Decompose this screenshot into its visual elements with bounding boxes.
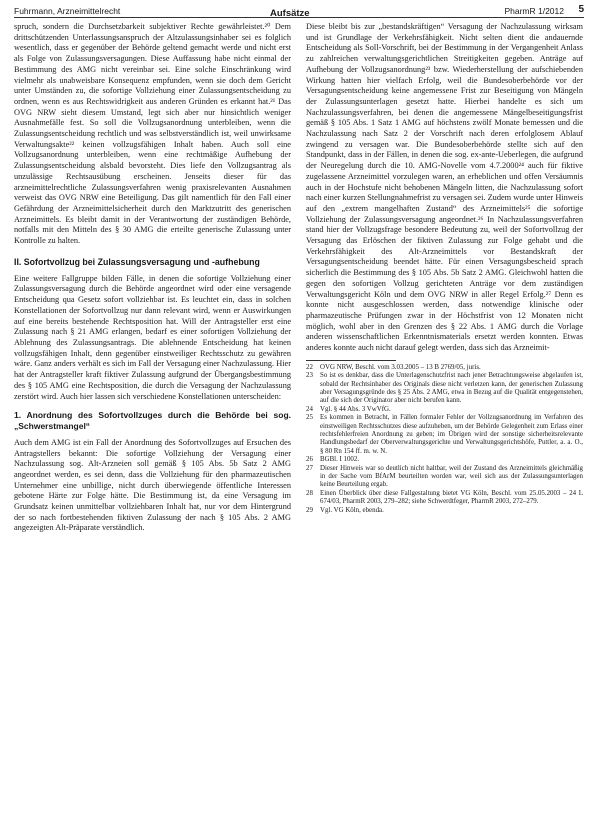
footnote-text: Einen Überblick über diese Fallgestaltung bietet VG Köln, Beschl. vom 25.05.2003 – 24 L 674/03, PharmR 2003, 279–282; siehe Schwerdtfeger, PharmR 2003, 272–279.: [320, 489, 583, 506]
footnote: [306, 465, 583, 490]
body-paragraph: Auch dem AMG ist ein Fall der Anordnung des Sofortvollzuges auf Ersuchen des Antragstellers bekannt: Die sofortige Vollziehung der Versagung einer Nachzulassung sog. Alt-Arzneien soll gemäß § 105 Abs. 5b Satz 2 AMG angeordnet werden, es sei denn, dass die Vollziehung für den pharmazeutischen Unternehmer eine unbillige, nicht durch überwiegende öffentliche Interessen gebotene Härte zur Folge hätte. Die Bestimmung ist, da eine Versagung im Grundsatz keinen unmittelbar vollziehbaren Inhalt hat, nur vor dem Hintergrund der so nach fortbestehenden fiktiven Zulassung der nach § 105 Abs. 2 AMG angezeigten Alt-Präparate verständlich.: [14, 437, 291, 533]
footnote-number: 25: [306, 414, 313, 422]
running-head-author: Fuhrmann, Arzneimittelrecht: [14, 6, 121, 16]
footnote-text: OVG NRW, Beschl. vom 3.03.2005 – 13 B 2769/05, juris.: [320, 363, 481, 371]
running-head-journal: PharmR 1/2012: [504, 6, 564, 16]
running-head-section: Aufsätze: [270, 8, 310, 19]
footnote: [306, 364, 583, 372]
footnote-number: 26: [306, 456, 313, 464]
footnote-divider: [306, 360, 396, 361]
footnote-number: 23: [306, 372, 313, 380]
footnote: [306, 456, 583, 464]
body-paragraph: spruch, sondern die Durchsetzbarkeit subjektiver Rechte gewährleistet.²⁰ Dem drittschützenden Unterlassungsanspruch der Altzulassungsinhaber sei es folglich wesentlich, dass er gegenüber der Behörde geltend gemacht werde und nicht erst als Folge von Zulassungsversagungen. Diese Auffassung habe nicht einmal der Bestimmung des AMG nicht vereinbar sei. Eine solche Einschränkung wird vielmehr als unabweisbare Konsequenz empfunden, wenn sie doch dem Gericht unter Umständen zu, die sofortige Vollziehung einer Zulassungsentscheidung zu ordnen, wenn es aus Rechtswidrigkeit aus anderen Gründen es erkannt hat.²¹ Das OVG NRW sieht diesem Umstand, legt sich aber nur hinsichtlich weniger Ausnahmefälle fest. So soll die Vollzugsanordnung unterbleiben, wenn die Zulassungsentscheidung rechtlich und was selbstverständlich ist, weil unwirksame Verwaltungsakte²² keinen vollzugsfähigen Inhalt haben. Auch soll eine Vollzugsanordnung unterbleiben, wenn eine rechtmäßige Aufhebung der Zulassungsentscheidung alsbald bevorsteht. Dies liefe den Vollzugsantrag als unzulässige Rechtsausübung erscheinen. Jenseits dieser für das arzneimittelrechtliche Zulassungsverfahren wenig praxisrelevanten Ausnahmen verweist das OVG NRW eine Beteiligung. Das gilt namentlich für den Fall einer Gefährdung der Arzneimittelsicherheit durch den Marktzutritt des generischen Arzneimittels. Es bleibt damit in der Verantwortung der zuständigen Behörde, notfalls mit den Mitteln des § 30 AMG die erteilte generische Zulassung unter Kontrolle zu halten.: [14, 22, 291, 246]
footnotes: [306, 364, 583, 515]
footnote-text: Es kommen in Betracht, in Fällen formaler Fehler der Vollzugsanordnung im Verfahren des einstweiligen Rechtsschutzes diese aufzuheben, um der Behörde Gelegenheit zum Erlass einer rechtsfehlerfreien Anordnung zu geben; im Übrigen wird der sonstige sicherheitsrelevante Handlungsbedarf der Oberverwaltungsgerichte und Verwaltungsgerichtshöfe, Puttler, a. a. O., § 80 Rn 154 ff. m. w. N.: [320, 414, 583, 455]
left-column: [14, 22, 291, 534]
footnote: [306, 406, 583, 414]
subsection-heading: 1. Anordnung des Sofortvollzuges durch die Behörde bei sog. „Schwerstmangel“: [14, 410, 291, 431]
footnote-text: So ist es denkbar, dass die Unterlagenschutzfrist nach jener Betrachtungsweise abgelaufen ist, sobald der Rechtsinhaber des Originals diese nicht verletzen kann, der generischen Zulassung aber Versagungsgründe des § 25 Abs. 2 AMG, etwa in Bezug auf die Qualität entgegenstehen, auf die sich der Originator aber nicht berufen kann.: [320, 372, 583, 405]
right-column: [306, 22, 583, 515]
footnote-text: Dieser Hinweis war so deutlich nicht haltbar, weil der Zustand des Arzneimittels gleichmäßig in der Sache vom BfArM beurteilten worden war, weil sich aus der Zulassungsunterlagen keine Beurteilung ergab.: [320, 464, 583, 489]
footnote: [306, 490, 583, 507]
page-number: 5: [578, 4, 584, 15]
footnote-number: 27: [306, 464, 313, 472]
header-rule: [14, 17, 584, 18]
footnote: [306, 414, 583, 456]
footnote-number: 24: [306, 405, 313, 413]
footnote-text: Vgl. VG Köln, ebenda.: [320, 506, 384, 514]
footnote: [306, 372, 583, 406]
page-header: [0, 0, 598, 20]
section-heading: II. Sofortvollzug bei Zulassungsversagung und -aufhebung: [14, 256, 260, 267]
footnote-number: 22: [306, 363, 313, 371]
body-paragraph: Diese bleibt bis zur „bestandskräftigen“ Versagung der Nachzulassung wirksam und ist Grundlage der Verkehrsfähigkeit. Nicht selten dient die andauernde Entscheidung als Soll-Vorschrift, bei der Bestimmung in der Vergangenheit Anlass zu zahlreichen verwaltungsgerichtlichen Streitigkeiten gegeben. Anträge auf Aufhebung der Vollzugsanordnung²³ bzw. Wiederherstellung der aufschiebenden Wirkung hatten hier vielfach Erfolg, weil die Bundesoberbehörde vor der Versagungsentscheidung keine angemessene Frist zur Beseitigung von Mängeln der Zulassungsunterlagen gesetzt hatte. Hierbei handelte es sich um Nachzulassungsverfahren, bei denen die angemessene Mängelbeseitigungsfrist gemäß § 105 Abs. 1 Satz 1 AMG auf höchstens zwölf Monate bemessen und die Nachzulassung nach Satz 2 der Vorschrift nach deren erfolglosem Ablauf zwingend zu versagen war. Die Bundesoberbehörde stellte sich auf den Standpunkt, dass in der Fällen, in denen die sog. ex-ante-Ueberlegen, die aufgrund der Neuregelung durch die 10. AMG-Novelle vom 4.7.2000²⁴ auch für fiktive zugelassene Arzneimittel vorzulegen waren, an erheblichen und offen Versäumnis auch in der Hochstufe nicht behobenen Mängeln litten, die Nachzulassung sofort nach einer kurzen Stellungnahmefrist zu versagen sei. Zudem wurde unter Hinweis auf den „extrem mangelhaften Zustand“ des Arzneimittels²⁵ die sofortige Vollziehung der Zulassungsversagung angeordnet.²⁶ In Nachzulassungsverfahren stand hier der Vollzugsfrage besondere Bedeutung zu, weil der Sofortvollzug der Versagung das Erlöschen der fiktiven Zulassung zur Folge gehabt und die Verkehrsfähigkeit des Alt-Arzneimittels vor Bestandskraft der Versagungsentscheidung beendet hätte. Für einen Versagungsbescheid sprach sicherlich die Bestimmung des § 105 Abs. 5b Satz 2 AMG. Gleichwohl hatten die gegen den sofortigen Vollzug gerichteten Anträge vor dem zuständigen Verwaltungsgericht Köln und dem OVG NRW in aller Regel Erfolg.²⁷ Denn es konnte nicht ausgeschlossen werden, dass notwendige klinische oder pharmazeutische Prüfungen zwar in der Höchstfrist von 12 Monaten nicht möglich, wohl aber in den Grenzen des § 22 Abs. 1 AMG durch die Vorlage anderen wissenschaftlichen Erkenntnismaterials ersetzt werden konnten. Etwas anderes konnte auch nicht darauf gelegt werden, dass sich das Arzneimit-: [306, 22, 583, 353]
body-paragraph: Eine weitere Fallgruppe bilden Fälle, in denen die sofortige Vollziehung einer Zulassungsversagung durch die Behörde angeordnet wird oder eine versagende Entscheidung qua Gesetz sofort vollziehbar ist. Es leuchtet ein, dass in solchen Konstellationen der Sofortvollzug nur dann relevant wird, wenn er Auswirkungen auf eine bereits bestehende Rechtsposition hat. Will der Antragsteller erst eine Zulassung nach § 21 AMG erlangen, bedarf es einer sofortigen Vollziehung der Ablehnung des Zulassungsantrags. Die ablehnende Entscheidung hat keinen vollzugsfähigen Inhalt, denn gegenüber einstweiliger Rechtsschutz zu gewähren wäre. Ganz anders verhält es sich im Fall der Versagung einer Nachzulassung. Hier hat der Antragsteller kraft fiktiver Zulassung aufgrund der Übergangsbestimmung des § 105 AMG eine Rechtsposition, die durch die Versagung der Nachzulassung zerstört wird. Auch hier lassen sich verschiedene Konstellationen unterscheiden:: [14, 273, 291, 401]
footnote-text: BGBl. I 1002.: [320, 456, 360, 464]
footnote: [306, 507, 583, 515]
footnote-number: 28: [306, 489, 313, 497]
footnote-number: 29: [306, 506, 313, 514]
footnote-text: Vgl. § 44 Abs. 3 VwVfG.: [320, 405, 391, 413]
